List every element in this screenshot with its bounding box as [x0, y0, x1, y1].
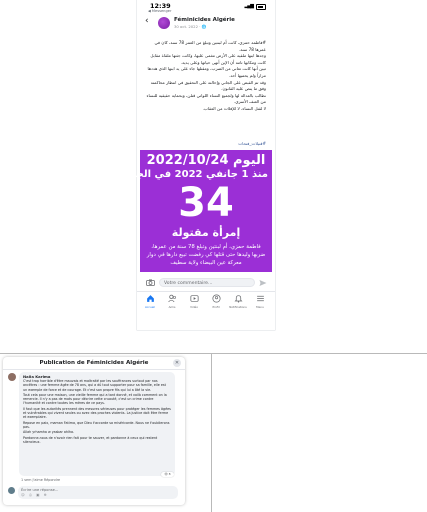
reaction-count-badge[interactable]: 😢 3 — [161, 472, 174, 477]
post-paragraph: تبين أنها كانت تعاني من الضرب، ومقتلها جاء على يد ابنها الذي هددها مراراً ولم يحميها أحد. — [147, 66, 266, 78]
reply-row — [8, 486, 180, 500]
comment-bar — [137, 276, 275, 290]
tab-label: Menu — [256, 305, 264, 309]
post-image-card[interactable] — [117, 150, 272, 272]
post-paragraph: وجدها ابنها ملقية على الأرض مغمى عليها، وكانت جثتها ملقاة مقابل كانت ومكابها تامة أن الإبن أنهى حياتها وعلى يديه. — [150, 53, 266, 65]
back-arrow-icon[interactable]: ‹ — [145, 16, 149, 26]
tab-friends[interactable] — [161, 294, 183, 312]
profile-icon — [212, 294, 221, 303]
reply-tool-icons[interactable]: ☺ ◎ ▣ ⊕ — [21, 493, 49, 497]
tab-home[interactable] — [139, 294, 161, 312]
dialog-title: Publication de Féminicides Algérie — [39, 360, 149, 366]
comment-input[interactable]: Votre commentaire... — [159, 278, 255, 287]
reply-placeholder: Écrire une réponse... — [21, 487, 59, 492]
send-icon[interactable] — [259, 279, 267, 287]
post-paragraph: #فاطمة حمزي، كانت أم لبنتين وتبلغ من العمر 78 سنة، كان في عمرها 78 سنة. — [154, 40, 266, 52]
tab-label: Notifications — [229, 305, 247, 309]
signal-icon: ▂▄▆ — [244, 3, 253, 9]
hashtag-link[interactable]: #قتيلات_فتحات — [238, 141, 266, 146]
tab-label: Amis — [168, 305, 176, 309]
divider-vertical — [211, 353, 212, 512]
home-icon — [146, 294, 155, 303]
tab-menu[interactable] — [249, 294, 271, 312]
friends-icon — [168, 294, 177, 303]
tab-label: Profil — [212, 305, 220, 309]
comment-bubble — [19, 372, 175, 476]
avatar — [8, 487, 15, 494]
divider-top — [0, 353, 427, 354]
back-to-app-link[interactable]: ◀ Messenger — [148, 9, 172, 13]
tab-label: Accueil — [145, 305, 155, 309]
battery-icon — [256, 4, 266, 10]
avatar[interactable] — [158, 17, 170, 29]
post-paragraph: وقد تم القبض على الجاني وإحالته على التحقيق في انتظار محاكمته وفق ما ينص عليه القانون. — [150, 79, 266, 92]
post-dialog — [3, 357, 185, 505]
phone-screenshot — [117, 0, 275, 330]
comment-paragraph: Repose en paix, maman Fatima, que Dieu t'accorde sa miséricorde. Nous ne t'oublierons pas. — [23, 420, 170, 429]
page-name[interactable]: Féminicides Algérie — [174, 17, 235, 23]
post-timestamp: 30 oct. 2022 · 🌐 — [174, 24, 207, 29]
close-icon[interactable]: ✕ — [174, 360, 180, 366]
avatar[interactable] — [8, 373, 16, 381]
card-since: منذ 1 جانفي 2022 في الجزائر — [117, 169, 268, 180]
tab-notifications[interactable] — [227, 294, 249, 312]
comment-author[interactable]: Naila Karima — [23, 374, 51, 379]
status-bar — [137, 0, 275, 12]
bottom-tab-bar — [137, 291, 275, 314]
post-header — [137, 14, 275, 34]
card-label: إمرأة مقتولة — [171, 226, 241, 239]
card-detail: فاطمة حمزي، أم لبنتين وتبلغ 78 سنة من عمرها، ضربها وليدها حتى قتلها كي رفضت تبيع دارها في دوار معركة عين البيضاء ولاية سطيف — [146, 244, 266, 266]
tab-video[interactable] — [183, 294, 205, 312]
tab-profile[interactable] — [205, 294, 227, 312]
comment-paragraph: Tout cela pour une maison, une vieille femme qui a tant donné, et voilà comment on la remercie. Il n'y a pas de mots pour décrire cette cruauté, c'est un crime contre l'humanité et contre toutes les mères de ce pays. — [23, 392, 167, 406]
reply-input[interactable] — [18, 486, 178, 499]
card-count: 34 — [178, 180, 234, 226]
post-paragraph: نطالب بالعدالة لها ولجميع النساء اللواتي قتلن، وبحماية حقيقية للنساء من العنف الأسري. — [146, 92, 266, 105]
camera-icon[interactable] — [146, 279, 155, 286]
video-icon — [190, 294, 199, 303]
status-time: 12:39 — [150, 2, 171, 10]
comment-paragraph: Allah yrhamha w yasbar ahlha. — [23, 430, 75, 435]
menu-icon — [256, 294, 265, 303]
comment-paragraph: C'est trop horrible d'être mauvais et maltraité par les souffrances surtout par nos ancêtres : une femme âgée de 78 ans, qui a dû tout supporter pour sa famille, elle est un exemple de force et de courage. Et c'est son propre fils qui lui a ôté la vie. — [23, 379, 166, 392]
post-paragraph: لا لقتل النساء، لا للإفلات من العقاب. — [202, 105, 266, 111]
card-date: اليوم 2022/10/24 — [146, 153, 266, 168]
comment-paragraph: Pardonne-nous de n'avoir rien fait pour te sauver, et pardonne à ceux qui restent silencieux. — [23, 435, 158, 444]
tab-label: Vidéo — [190, 305, 198, 309]
comment-paragraph: Il faut que les autorités prennent des mesures sérieuses pour protéger les femmes âgées et vulnérables qui vivent seules ou avec des proches violents. La justice doit être ferme et exemplaire. — [23, 406, 171, 420]
dialog-divider — [3, 369, 185, 370]
comment-actions[interactable]: 1 sem J'aime Répondre — [21, 478, 61, 482]
post-body — [146, 40, 266, 113]
bell-icon — [234, 294, 243, 303]
